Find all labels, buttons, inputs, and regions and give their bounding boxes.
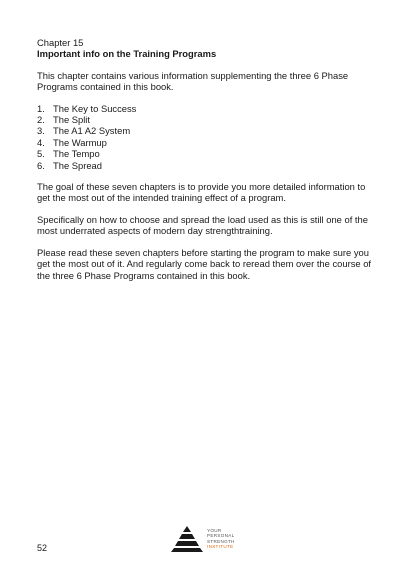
- list-item-text: The Key to Success: [53, 102, 137, 114]
- institute-logo: [170, 525, 235, 553]
- list-item-number: 1.: [37, 102, 45, 114]
- intro-paragraph: This chapter contains various information supplementing the three 6 Phase Programs contained in this book.: [37, 69, 349, 93]
- chapter-title: Important info on the Training Programs: [37, 48, 217, 60]
- logo-line: STRENGTH: [207, 538, 235, 544]
- chapter-list: [37, 103, 379, 171]
- list-item: [37, 137, 379, 148]
- list-item: [37, 125, 379, 136]
- list-item-number: 2.: [37, 114, 45, 126]
- list-item-text: The Tempo: [53, 148, 100, 160]
- chapter-number: Chapter 15: [37, 37, 84, 48]
- list-item: [37, 148, 379, 159]
- list-item-number: 6.: [37, 159, 45, 171]
- list-item: [37, 160, 379, 171]
- list-item-number: 3.: [37, 125, 45, 137]
- logo-line: INSTITUTE: [207, 544, 234, 550]
- body-paragraph: The goal of these seven chapters is to provide you more detailed information to get the most out of the intended training effect of a program.: [37, 181, 366, 204]
- list-item-text: The Spread: [53, 159, 102, 171]
- list-item-text: The Split: [53, 114, 90, 126]
- list-item-number: 4.: [37, 136, 45, 148]
- logo-line: YOUR: [207, 528, 222, 533]
- list-item-text: The A1 A2 System: [53, 125, 131, 137]
- page-number: 52: [37, 543, 48, 553]
- logo-line: PERSONAL: [207, 533, 235, 539]
- pyramid-logo-icon: [170, 525, 204, 553]
- body-paragraph: Please read these seven chapters before starting the program to make sure you get the most out of it. And regularly come back to reread them over the course of the three 6 Phase Programs contained in this book.: [37, 246, 372, 281]
- list-item-number: 5.: [37, 148, 45, 160]
- list-item: [37, 114, 379, 125]
- logo-text: [207, 528, 235, 550]
- list-item: [37, 103, 379, 114]
- page-content: [37, 37, 379, 291]
- body-paragraph: Specifically on how to choose and spread the load used as this is still one of the most underrated aspects of modern day strengthtraining.: [37, 213, 368, 237]
- list-item-text: The Warmup: [53, 136, 107, 148]
